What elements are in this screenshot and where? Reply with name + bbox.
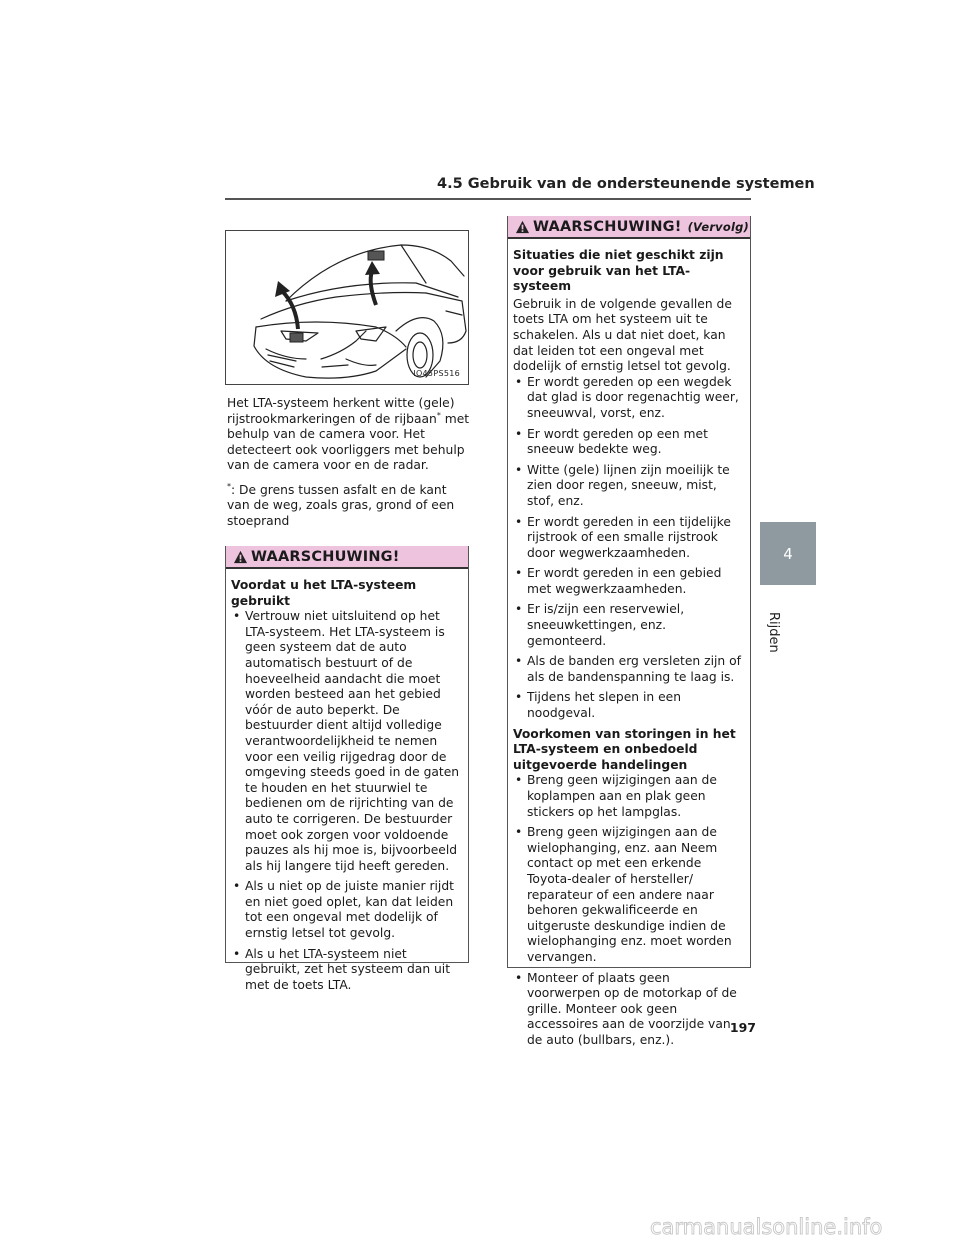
warning-header-continued bbox=[508, 216, 750, 239]
warning-list bbox=[231, 609, 462, 993]
warning-title: WAARSCHUWING! bbox=[533, 218, 682, 235]
intro-text-block bbox=[227, 396, 471, 538]
car-front-camera-drawing bbox=[226, 231, 468, 384]
warning-triangle-icon bbox=[515, 220, 530, 234]
list-item: • Breng geen wijzigingen aan de wielophanging, enz. aan Neem contact op met een erkende Toyota-dealer of hersteller/ reparateur of een andere naar behoren gekwalificeerde en uitgeruste deskundige indien de wielophanging enz. moet worden vervangen. bbox=[513, 825, 744, 965]
list-item: • Als u niet op de juiste manier rijdt en niet goed oplet, kan dat leiden tot een ongeval met dodelijk of ernstig letsel tot gevolg. bbox=[231, 879, 462, 941]
list-item: • Er wordt gereden op een met sneeuw bedekte weg. bbox=[513, 427, 744, 458]
intro-text-part2: met behulp van de camera voor. Het detecteert ook voorliggers met behulp van de camera voor en de radar. bbox=[227, 411, 470, 472]
warning-list bbox=[513, 773, 744, 1048]
list-item: • Vertrouw niet uitsluitend op het LTA-systeem. Het LTA-systeem is geen systeem dat de auto automatisch bestuurt of de hoeveelheid aandacht die moet worden besteed aan het gebied vóór de auto beperkt. De bestuurder dient altijd volledige verantwoordelijkheid te nemen voor een veilig rijgedrag door de omgeving steeds goed in de gaten te houden en het stuurwiel te bedienen om de rijrichting van de auto te corrigeren. De bestuurder moet ook zorgen voor voldoende pauzes als hij moe is, bijvoorbeeld als hij langere tijd heeft gereden. bbox=[231, 609, 462, 874]
section-header-title: 4.5 Gebruik van de ondersteunende systemen bbox=[437, 176, 815, 192]
warning-title: WAARSCHUWING! bbox=[251, 548, 400, 565]
chapter-label: Rijden bbox=[766, 612, 781, 653]
footnote-mark: * bbox=[436, 410, 441, 420]
watermark-text: carmanualsonline.info bbox=[650, 1215, 883, 1239]
footnote-text: : De grens tussen asfalt en de kant van de weg, zoals gras, grond of een stoeprand bbox=[227, 482, 455, 528]
footnote-mark-2: * bbox=[227, 481, 231, 491]
warning-body bbox=[508, 239, 750, 1058]
chapter-number: 4 bbox=[783, 544, 793, 563]
section-title: Voorkomen van storingen in het LTA-systeem en onbedoeld uitgevoerde handelingen bbox=[513, 726, 736, 772]
list-item: • Monteer of plaats geen voorwerpen op de motorkap of de grille. Monteer ook geen accessoires aan de voorzijde van de auto (bullbars, enz.). bbox=[513, 971, 744, 1049]
car-camera-illustration bbox=[225, 230, 469, 385]
footnote bbox=[227, 483, 471, 530]
figure-code: IO45PS516 bbox=[413, 369, 460, 378]
warning-body bbox=[226, 569, 468, 1002]
warning-header bbox=[226, 546, 468, 569]
chapter-tab bbox=[760, 522, 816, 585]
section-title: Situaties die niet geschikt zijn voor gebruik van het LTA-systeem bbox=[513, 248, 724, 294]
warning-list bbox=[513, 375, 744, 722]
intro-paragraph bbox=[227, 396, 471, 474]
continued-label: (Vervolg) bbox=[687, 219, 750, 234]
warning-box-left bbox=[225, 546, 469, 992]
watermark-logo bbox=[646, 1214, 956, 1240]
header-rule bbox=[225, 198, 751, 200]
list-item: • Er wordt gereden in een gebied met wegwerkzaamheden. bbox=[513, 566, 744, 597]
page-number: 197 bbox=[729, 1020, 756, 1035]
warning-triangle-icon bbox=[233, 550, 248, 564]
section-text: Gebruik in de volgende gevallen de toets LTA om het systeem uit te schakelen. Als u dat niet doet, kan dat leiden tot een ongeval met dodelijk of ernstig letsel tot gevolg. bbox=[513, 296, 732, 374]
list-item: • Er is/zijn een reservewiel, sneeuwkettingen, enz. gemonteerd. bbox=[513, 602, 744, 649]
list-item: • Breng geen wijzigingen aan de koplampen aan en plak geen stickers op het lampglas. bbox=[513, 773, 744, 820]
warning-subtitle: Voordat u het LTA-systeem gebruikt bbox=[231, 578, 417, 608]
list-item: • Als u het LTA-systeem niet gebruikt, zet het systeem dan uit met de toets LTA. bbox=[231, 947, 462, 994]
list-item: • Witte (gele) lijnen zijn moeilijk te zien door regen, sneeuw, mist, stof, enz. bbox=[513, 463, 744, 510]
list-item: • Tijdens het slepen in een noodgeval. bbox=[513, 690, 744, 721]
list-item: • Er wordt gereden op een wegdek dat glad is door regenachtig weer, sneeuwval, vorst, enz. bbox=[513, 375, 744, 422]
intro-text-part1: Het LTA-systeem herkent witte (gele) rijstrookmarkeringen of de rijbaan bbox=[227, 396, 455, 426]
list-item: • Er wordt gereden in een tijdelijke rijstrook of een smalle rijstrook door wegwerkzaamheden. bbox=[513, 515, 744, 562]
list-item: • Als de banden erg versleten zijn of als de bandenspanning te laag is. bbox=[513, 654, 744, 685]
